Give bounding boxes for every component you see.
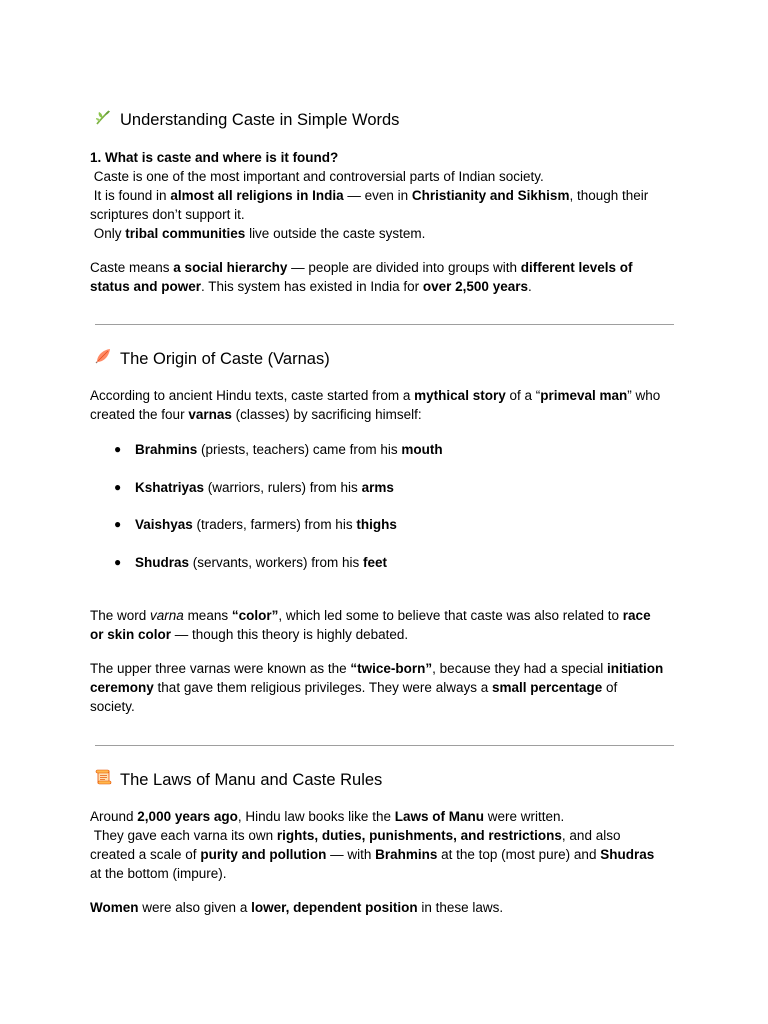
list-item: ● Kshatriyas (warriors, rulers) from his arms [114,480,394,495]
section-title: The Laws of Manu and Caste Rules [120,771,383,789]
horizontal-divider [95,745,674,746]
paragraph-line: Caste is one of the most important and controversial parts of Indian society. [93,169,544,184]
section-title: Understanding Caste in Simple Words [120,111,400,129]
leaf-icon [93,347,113,371]
section-heading-manu [90,768,680,792]
list-item: ● Shudras (servants, workers) from his feet [114,555,388,570]
paragraph-line: Only tribal communities live outside the caste system. [93,226,426,241]
paragraph-women: Women were also given a lower, dependent position in these laws. [90,900,504,915]
scroll-icon [93,768,113,792]
subheading-question: 1. What is caste and where is it found? [90,150,339,165]
paragraph-twice-born: The upper three varnas were known as the “twice-born”, because they had a special initiation ceremony that gave them religious privileges. They were always a small percentage of society. [90,661,664,714]
horizontal-divider [95,324,674,325]
paragraph-manu-laws: Around 2,000 years ago, Hindu law books like the Laws of Manu were written. They gave each varna its own rights, duties, punishments, and restrictions, and also created a scale of purity and pollution — with Brahmins at the top (most pure) and Shudras at the bottom (impure). [90,809,655,881]
seedling-icon [93,108,113,132]
list-item: ● Vaishyas (traders, farmers) from his thighs [114,517,397,532]
paragraph-origin-intro: According to ancient Hindu texts, caste started from a mythical story of a “primeval man” who created the four varnas (classes) by sacrificing himself: [90,388,661,422]
paragraph-line: scriptures don’t support it. [90,207,245,222]
section-title: The Origin of Caste (Varnas) [120,350,330,368]
paragraph-line: It is found in almost all religions in India — even in Christianity and Sikhism, though their [93,188,649,203]
list-item: ● Brahmins (priests, teachers) came from his mouth [114,442,443,457]
section-heading-origin [90,347,680,371]
paragraph-varna-color: The word varna means “color”, which led some to believe that caste was also related to race or skin color — though this theory is highly debated. [90,608,651,642]
paragraph-caste-meaning: Caste means a social hierarchy — people are divided into groups with different levels of status and power. This system has existed in India for over 2,500 years. [90,260,633,294]
section-heading-caste [90,108,680,132]
varna-list [90,440,680,572]
document-content [90,108,680,917]
